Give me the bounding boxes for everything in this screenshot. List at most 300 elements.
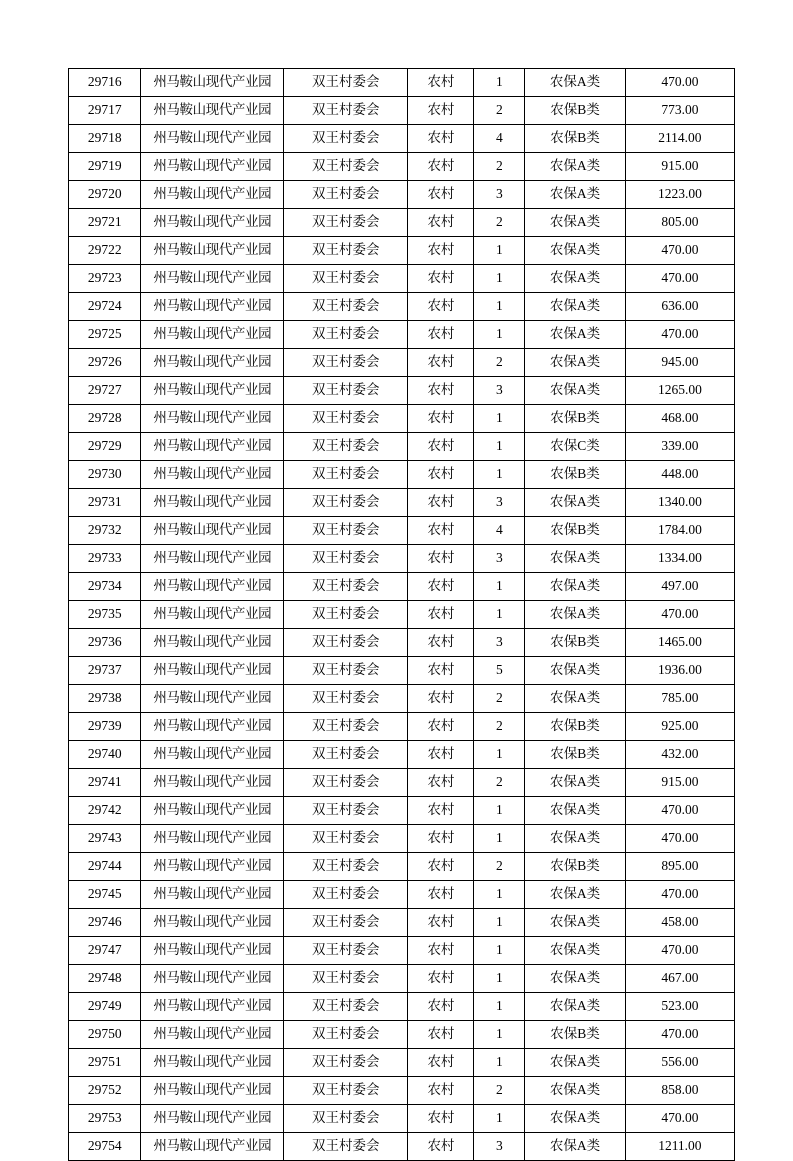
cell-persons: 3	[474, 629, 525, 657]
cell-amount: 470.00	[625, 825, 734, 853]
cell-persons: 4	[474, 125, 525, 153]
cell-village: 双王村委会	[284, 629, 408, 657]
cell-park: 州马鞍山现代产业园	[141, 965, 284, 993]
cell-amount: 470.00	[625, 69, 734, 97]
cell-village: 双王村委会	[284, 1105, 408, 1133]
cell-id: 29735	[69, 601, 141, 629]
cell-persons: 1	[474, 825, 525, 853]
cell-category: 农保B类	[525, 1021, 626, 1049]
cell-category: 农保B类	[525, 741, 626, 769]
cell-persons: 1	[474, 909, 525, 937]
table-row	[69, 125, 735, 153]
cell-household-type: 农村	[408, 1077, 474, 1105]
cell-village: 双王村委会	[284, 1021, 408, 1049]
cell-amount: 915.00	[625, 153, 734, 181]
cell-id: 29754	[69, 1133, 141, 1161]
cell-amount: 1340.00	[625, 489, 734, 517]
cell-persons: 1	[474, 937, 525, 965]
table-row	[69, 433, 735, 461]
cell-category: 农保A类	[525, 545, 626, 573]
cell-village: 双王村委会	[284, 1133, 408, 1161]
cell-park: 州马鞍山现代产业园	[141, 909, 284, 937]
cell-park: 州马鞍山现代产业园	[141, 237, 284, 265]
cell-persons: 1	[474, 265, 525, 293]
cell-id: 29733	[69, 545, 141, 573]
cell-park: 州马鞍山现代产业园	[141, 1105, 284, 1133]
cell-id: 29749	[69, 993, 141, 1021]
cell-id: 29751	[69, 1049, 141, 1077]
cell-park: 州马鞍山现代产业园	[141, 769, 284, 797]
cell-id: 29727	[69, 377, 141, 405]
cell-id: 29716	[69, 69, 141, 97]
cell-park: 州马鞍山现代产业园	[141, 853, 284, 881]
table-row	[69, 601, 735, 629]
cell-amount: 497.00	[625, 573, 734, 601]
cell-household-type: 农村	[408, 293, 474, 321]
table-row	[69, 405, 735, 433]
cell-persons: 3	[474, 1133, 525, 1161]
cell-village: 双王村委会	[284, 1049, 408, 1077]
cell-id: 29730	[69, 461, 141, 489]
cell-village: 双王村委会	[284, 909, 408, 937]
cell-park: 州马鞍山现代产业园	[141, 209, 284, 237]
cell-village: 双王村委会	[284, 713, 408, 741]
cell-category: 农保A类	[525, 965, 626, 993]
cell-amount: 432.00	[625, 741, 734, 769]
cell-category: 农保A类	[525, 209, 626, 237]
cell-park: 州马鞍山现代产业园	[141, 1049, 284, 1077]
cell-park: 州马鞍山现代产业园	[141, 601, 284, 629]
cell-village: 双王村委会	[284, 181, 408, 209]
cell-id: 29732	[69, 517, 141, 545]
cell-village: 双王村委会	[284, 349, 408, 377]
cell-category: 农保A类	[525, 181, 626, 209]
cell-id: 29724	[69, 293, 141, 321]
table-row	[69, 1105, 735, 1133]
cell-amount: 470.00	[625, 237, 734, 265]
cell-village: 双王村委会	[284, 825, 408, 853]
cell-park: 州马鞍山现代产业园	[141, 153, 284, 181]
cell-amount: 470.00	[625, 797, 734, 825]
table-row	[69, 209, 735, 237]
table-row	[69, 1021, 735, 1049]
cell-amount: 470.00	[625, 1105, 734, 1133]
cell-category: 农保B类	[525, 713, 626, 741]
cell-park: 州马鞍山现代产业园	[141, 405, 284, 433]
cell-village: 双王村委会	[284, 125, 408, 153]
cell-park: 州马鞍山现代产业园	[141, 573, 284, 601]
cell-amount: 1465.00	[625, 629, 734, 657]
table-row	[69, 853, 735, 881]
cell-village: 双王村委会	[284, 97, 408, 125]
cell-category: 农保A类	[525, 937, 626, 965]
cell-category: 农保B类	[525, 405, 626, 433]
cell-category: 农保A类	[525, 769, 626, 797]
cell-category: 农保A类	[525, 573, 626, 601]
cell-village: 双王村委会	[284, 293, 408, 321]
cell-village: 双王村委会	[284, 377, 408, 405]
table-row	[69, 97, 735, 125]
cell-category: 农保A类	[525, 1049, 626, 1077]
cell-id: 29729	[69, 433, 141, 461]
cell-category: 农保A类	[525, 321, 626, 349]
table-row	[69, 881, 735, 909]
cell-persons: 1	[474, 1105, 525, 1133]
cell-category: 农保C类	[525, 433, 626, 461]
cell-category: 农保A类	[525, 237, 626, 265]
cell-park: 州马鞍山现代产业园	[141, 517, 284, 545]
table-row	[69, 321, 735, 349]
cell-household-type: 农村	[408, 1105, 474, 1133]
cell-amount: 523.00	[625, 993, 734, 1021]
cell-park: 州马鞍山现代产业园	[141, 461, 284, 489]
cell-household-type: 农村	[408, 769, 474, 797]
cell-household-type: 农村	[408, 797, 474, 825]
cell-household-type: 农村	[408, 1133, 474, 1161]
cell-id: 29723	[69, 265, 141, 293]
cell-persons: 1	[474, 293, 525, 321]
cell-category: 农保B类	[525, 461, 626, 489]
cell-household-type: 农村	[408, 265, 474, 293]
cell-persons: 2	[474, 209, 525, 237]
cell-household-type: 农村	[408, 601, 474, 629]
table-row	[69, 629, 735, 657]
cell-amount: 915.00	[625, 769, 734, 797]
cell-id: 29746	[69, 909, 141, 937]
cell-village: 双王村委会	[284, 741, 408, 769]
table-row	[69, 909, 735, 937]
cell-village: 双王村委会	[284, 881, 408, 909]
cell-category: 农保A类	[525, 1133, 626, 1161]
cell-amount: 945.00	[625, 349, 734, 377]
cell-park: 州马鞍山现代产业园	[141, 1021, 284, 1049]
cell-id: 29747	[69, 937, 141, 965]
cell-category: 农保B类	[525, 97, 626, 125]
cell-park: 州马鞍山现代产业园	[141, 741, 284, 769]
cell-id: 29728	[69, 405, 141, 433]
cell-category: 农保A类	[525, 69, 626, 97]
cell-id: 29739	[69, 713, 141, 741]
cell-village: 双王村委会	[284, 769, 408, 797]
table-row	[69, 1133, 735, 1161]
cell-id: 29743	[69, 825, 141, 853]
cell-amount: 1936.00	[625, 657, 734, 685]
cell-park: 州马鞍山现代产业园	[141, 1133, 284, 1161]
cell-category: 农保B类	[525, 125, 626, 153]
cell-persons: 3	[474, 181, 525, 209]
table-row	[69, 69, 735, 97]
cell-park: 州马鞍山现代产业园	[141, 545, 284, 573]
cell-park: 州马鞍山现代产业园	[141, 797, 284, 825]
cell-amount: 1223.00	[625, 181, 734, 209]
table-row	[69, 965, 735, 993]
cell-park: 州马鞍山现代产业园	[141, 993, 284, 1021]
cell-village: 双王村委会	[284, 545, 408, 573]
cell-household-type: 农村	[408, 909, 474, 937]
cell-park: 州马鞍山现代产业园	[141, 657, 284, 685]
cell-household-type: 农村	[408, 741, 474, 769]
cell-persons: 1	[474, 601, 525, 629]
cell-id: 29748	[69, 965, 141, 993]
cell-park: 州马鞍山现代产业园	[141, 937, 284, 965]
cell-id: 29750	[69, 1021, 141, 1049]
cell-category: 农保A类	[525, 993, 626, 1021]
cell-id: 29725	[69, 321, 141, 349]
cell-category: 农保A类	[525, 797, 626, 825]
cell-persons: 1	[474, 321, 525, 349]
cell-category: 农保A类	[525, 1077, 626, 1105]
cell-persons: 2	[474, 1077, 525, 1105]
cell-persons: 3	[474, 545, 525, 573]
cell-amount: 468.00	[625, 405, 734, 433]
cell-household-type: 农村	[408, 1021, 474, 1049]
cell-id: 29736	[69, 629, 141, 657]
cell-id: 29744	[69, 853, 141, 881]
cell-park: 州马鞍山现代产业园	[141, 377, 284, 405]
cell-category: 农保A类	[525, 293, 626, 321]
cell-category: 农保A类	[525, 657, 626, 685]
table-row	[69, 769, 735, 797]
cell-village: 双王村委会	[284, 797, 408, 825]
cell-village: 双王村委会	[284, 265, 408, 293]
cell-household-type: 农村	[408, 853, 474, 881]
table-row	[69, 685, 735, 713]
subsidy-table	[68, 68, 735, 1161]
cell-amount: 858.00	[625, 1077, 734, 1105]
cell-id: 29721	[69, 209, 141, 237]
cell-household-type: 农村	[408, 825, 474, 853]
cell-category: 农保A类	[525, 265, 626, 293]
cell-id: 29719	[69, 153, 141, 181]
cell-park: 州马鞍山现代产业园	[141, 293, 284, 321]
cell-park: 州马鞍山现代产业园	[141, 181, 284, 209]
cell-household-type: 农村	[408, 657, 474, 685]
cell-park: 州马鞍山现代产业园	[141, 629, 284, 657]
cell-amount: 773.00	[625, 97, 734, 125]
cell-category: 农保A类	[525, 601, 626, 629]
cell-amount: 785.00	[625, 685, 734, 713]
cell-village: 双王村委会	[284, 433, 408, 461]
cell-persons: 4	[474, 517, 525, 545]
cell-amount: 636.00	[625, 293, 734, 321]
cell-park: 州马鞍山现代产业园	[141, 825, 284, 853]
cell-village: 双王村委会	[284, 657, 408, 685]
cell-amount: 2114.00	[625, 125, 734, 153]
cell-amount: 470.00	[625, 321, 734, 349]
cell-amount: 458.00	[625, 909, 734, 937]
cell-household-type: 农村	[408, 69, 474, 97]
cell-household-type: 农村	[408, 349, 474, 377]
cell-id: 29731	[69, 489, 141, 517]
cell-park: 州马鞍山现代产业园	[141, 433, 284, 461]
cell-household-type: 农村	[408, 573, 474, 601]
cell-household-type: 农村	[408, 237, 474, 265]
cell-household-type: 农村	[408, 377, 474, 405]
table-row	[69, 237, 735, 265]
cell-category: 农保A类	[525, 685, 626, 713]
cell-village: 双王村委会	[284, 321, 408, 349]
table-row	[69, 937, 735, 965]
cell-amount: 805.00	[625, 209, 734, 237]
cell-village: 双王村委会	[284, 685, 408, 713]
table-row	[69, 349, 735, 377]
cell-village: 双王村委会	[284, 965, 408, 993]
cell-persons: 3	[474, 489, 525, 517]
cell-category: 农保A类	[525, 153, 626, 181]
cell-household-type: 农村	[408, 685, 474, 713]
cell-household-type: 农村	[408, 181, 474, 209]
cell-id: 29717	[69, 97, 141, 125]
cell-household-type: 农村	[408, 1049, 474, 1077]
table-row	[69, 993, 735, 1021]
cell-persons: 3	[474, 377, 525, 405]
cell-household-type: 农村	[408, 209, 474, 237]
cell-id: 29720	[69, 181, 141, 209]
cell-amount: 1265.00	[625, 377, 734, 405]
cell-id: 29745	[69, 881, 141, 909]
cell-amount: 1211.00	[625, 1133, 734, 1161]
table-row	[69, 1077, 735, 1105]
cell-park: 州马鞍山现代产业园	[141, 125, 284, 153]
cell-park: 州马鞍山现代产业园	[141, 69, 284, 97]
cell-household-type: 农村	[408, 517, 474, 545]
cell-id: 29753	[69, 1105, 141, 1133]
cell-village: 双王村委会	[284, 489, 408, 517]
cell-household-type: 农村	[408, 405, 474, 433]
cell-village: 双王村委会	[284, 993, 408, 1021]
cell-persons: 1	[474, 433, 525, 461]
cell-village: 双王村委会	[284, 237, 408, 265]
cell-amount: 470.00	[625, 1021, 734, 1049]
table-row	[69, 517, 735, 545]
table-row	[69, 153, 735, 181]
table-row	[69, 461, 735, 489]
cell-park: 州马鞍山现代产业园	[141, 713, 284, 741]
cell-amount: 470.00	[625, 881, 734, 909]
cell-village: 双王村委会	[284, 461, 408, 489]
cell-persons: 2	[474, 713, 525, 741]
cell-household-type: 农村	[408, 125, 474, 153]
cell-household-type: 农村	[408, 993, 474, 1021]
cell-village: 双王村委会	[284, 209, 408, 237]
table-row	[69, 657, 735, 685]
cell-id: 29718	[69, 125, 141, 153]
cell-id: 29752	[69, 1077, 141, 1105]
cell-persons: 1	[474, 69, 525, 97]
cell-id: 29741	[69, 769, 141, 797]
cell-amount: 470.00	[625, 601, 734, 629]
cell-persons: 5	[474, 657, 525, 685]
cell-category: 农保B类	[525, 853, 626, 881]
cell-persons: 1	[474, 993, 525, 1021]
cell-category: 农保A类	[525, 881, 626, 909]
cell-amount: 556.00	[625, 1049, 734, 1077]
cell-village: 双王村委会	[284, 573, 408, 601]
cell-village: 双王村委会	[284, 517, 408, 545]
cell-amount: 1334.00	[625, 545, 734, 573]
cell-household-type: 农村	[408, 965, 474, 993]
table-row	[69, 797, 735, 825]
cell-persons: 1	[474, 1049, 525, 1077]
cell-persons: 2	[474, 97, 525, 125]
cell-category: 农保A类	[525, 349, 626, 377]
table-row	[69, 265, 735, 293]
cell-category: 农保A类	[525, 1105, 626, 1133]
cell-persons: 1	[474, 881, 525, 909]
cell-household-type: 农村	[408, 629, 474, 657]
cell-park: 州马鞍山现代产业园	[141, 349, 284, 377]
cell-category: 农保B类	[525, 629, 626, 657]
cell-village: 双王村委会	[284, 1077, 408, 1105]
cell-amount: 470.00	[625, 937, 734, 965]
cell-amount: 1784.00	[625, 517, 734, 545]
cell-category: 农保A类	[525, 825, 626, 853]
cell-household-type: 农村	[408, 937, 474, 965]
cell-household-type: 农村	[408, 321, 474, 349]
cell-persons: 2	[474, 853, 525, 881]
cell-household-type: 农村	[408, 461, 474, 489]
cell-persons: 1	[474, 1021, 525, 1049]
cell-household-type: 农村	[408, 153, 474, 181]
table-row	[69, 573, 735, 601]
cell-park: 州马鞍山现代产业园	[141, 97, 284, 125]
cell-household-type: 农村	[408, 489, 474, 517]
cell-village: 双王村委会	[284, 405, 408, 433]
cell-persons: 2	[474, 349, 525, 377]
cell-household-type: 农村	[408, 433, 474, 461]
cell-park: 州马鞍山现代产业园	[141, 685, 284, 713]
table-row	[69, 825, 735, 853]
cell-persons: 1	[474, 461, 525, 489]
cell-category: 农保A类	[525, 489, 626, 517]
cell-amount: 467.00	[625, 965, 734, 993]
cell-park: 州马鞍山现代产业园	[141, 1077, 284, 1105]
cell-category: 农保A类	[525, 909, 626, 937]
cell-persons: 1	[474, 965, 525, 993]
table-row	[69, 713, 735, 741]
cell-category: 农保A类	[525, 377, 626, 405]
cell-id: 29738	[69, 685, 141, 713]
cell-park: 州马鞍山现代产业园	[141, 265, 284, 293]
table-row	[69, 741, 735, 769]
cell-village: 双王村委会	[284, 69, 408, 97]
cell-village: 双王村委会	[284, 853, 408, 881]
table-row	[69, 489, 735, 517]
table-row	[69, 545, 735, 573]
table-row	[69, 181, 735, 209]
table-row	[69, 1049, 735, 1077]
cell-category: 农保B类	[525, 517, 626, 545]
cell-id: 29722	[69, 237, 141, 265]
cell-village: 双王村委会	[284, 153, 408, 181]
cell-village: 双王村委会	[284, 937, 408, 965]
cell-persons: 2	[474, 769, 525, 797]
cell-amount: 470.00	[625, 265, 734, 293]
cell-id: 29734	[69, 573, 141, 601]
cell-household-type: 农村	[408, 881, 474, 909]
cell-amount: 339.00	[625, 433, 734, 461]
cell-id: 29742	[69, 797, 141, 825]
cell-id: 29740	[69, 741, 141, 769]
cell-park: 州马鞍山现代产业园	[141, 489, 284, 517]
cell-household-type: 农村	[408, 545, 474, 573]
cell-household-type: 农村	[408, 97, 474, 125]
table-row	[69, 377, 735, 405]
cell-persons: 1	[474, 405, 525, 433]
cell-persons: 1	[474, 237, 525, 265]
cell-park: 州马鞍山现代产业园	[141, 321, 284, 349]
cell-park: 州马鞍山现代产业园	[141, 881, 284, 909]
